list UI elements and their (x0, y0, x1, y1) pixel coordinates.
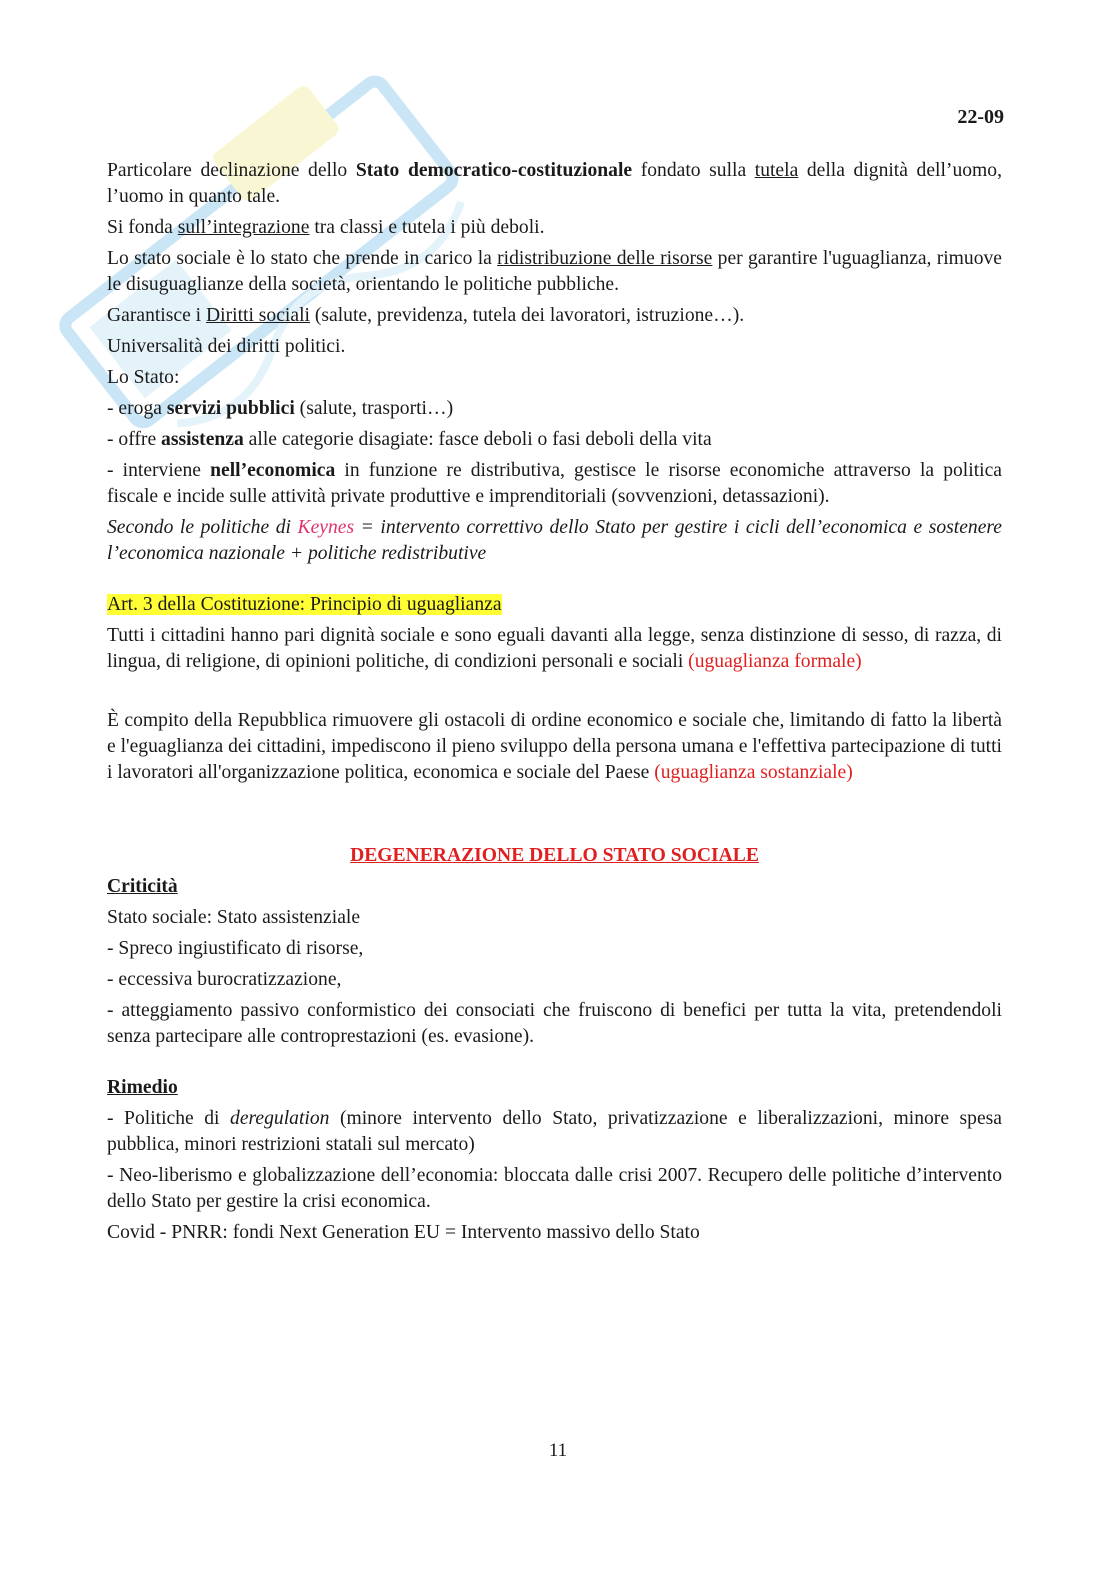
underlined-term: ridistribuzione delle risorse (497, 248, 713, 269)
text-segment: Tutti i cittadini hanno pari dignità sociale e sono eguali davanti alla legge, senza distinzione di sesso, di razza, di lingua, di religione, di opinioni politiche, di condizioni personali e sociali (107, 625, 1002, 672)
text-segment: (minore intervento dello Stato, privatizzazione e liberalizzazioni, minore spesa pubblica, minori restrizioni statali sul mercato) (107, 1108, 1002, 1155)
bold-term: servizi pubblici (166, 398, 295, 419)
text-segment: - interviene (107, 460, 211, 481)
text-segment: della dignità dell’uomo, l’uomo in quanto tale. (107, 160, 1002, 207)
text-segment: (salute, previdenza, tutela dei lavoratori, istruzione…). (309, 305, 745, 326)
keynes-term: Keynes (297, 517, 355, 538)
list-item (107, 396, 1002, 422)
text-segment: = intervento correttivo dello Stato per gestire i cicli dell’economica e sostenere l’economica nazionale + politiche redistributive (107, 517, 1002, 564)
main-content (107, 158, 1002, 1251)
criticita-item: - Spreco ingiustificato di risorse, (107, 938, 364, 959)
text-segment: - Politiche di (107, 1108, 231, 1129)
text-segment: alle categorie disagiate: fasce deboli o fasi deboli della vita (243, 429, 712, 450)
intro-paragraph (107, 158, 1002, 210)
criticita-item: Stato sociale: Stato assistenziale (107, 907, 361, 928)
state-list-intro: Lo Stato: (107, 367, 180, 388)
spacer (107, 1055, 1002, 1075)
article-3-paragraph-2 (107, 708, 1002, 786)
rimedio-heading: Rimedio (107, 1077, 178, 1098)
text-segment: Secondo le politiche di (107, 517, 298, 538)
spacer (107, 680, 1002, 708)
rimedio-item: Covid - PNRR: fondi Next Generation EU = Intervento massivo dello Stato (107, 1222, 700, 1243)
substantive-equality-note: (uguaglianza sostanziale) (654, 762, 853, 783)
header-date: 22-09 (957, 106, 1004, 128)
highlighted-heading: Art. 3 della Costituzione: Principio di uguaglianza (107, 594, 502, 615)
bold-term: Stato democratico-costituzionale (355, 160, 633, 181)
redistribution-paragraph (107, 246, 1002, 298)
rimedio-item (107, 1106, 1002, 1158)
text-segment: È compito della Repubblica rimuovere gli ostacoli di ordine economico e sociale che, limitando di fatto la libertà e l'eguaglianza dei cittadini, impediscono il pieno sviluppo della persona umana e l'effettiva partecipazione di tutti i lavoratori all'organizzazione politica, economica e sociale del Paese (107, 710, 1002, 783)
underlined-term: sull’integrazione (177, 217, 310, 238)
criticita-item: - eccessiva burocratizzazione, (107, 969, 342, 990)
keynes-paragraph (107, 515, 1002, 567)
spacer (107, 791, 1002, 843)
formal-equality-note: (uguaglianza formale) (688, 651, 862, 672)
article-3-title (107, 592, 1002, 618)
criticita-item: - atteggiamento passivo conformistico dei consociati che fruiscono di benefici per tutta la vita, pretendendoli senza partecipare alle controprestazioni (es. evasione). (107, 1000, 1002, 1047)
page-number: 11 (548, 1440, 568, 1461)
rimedio-item: - Neo-liberismo e globalizzazione dell’economia: bloccata dalle crisi 2007. Recupero delle politiche d’intervento dello Stato per gestire la crisi economica. (107, 1165, 1002, 1212)
text-segment: (salute, trasporti…) (294, 398, 454, 419)
text-segment: tra classi e tutela i più deboli. (309, 217, 545, 238)
social-rights-paragraph (107, 303, 1002, 329)
italic-term: deregulation (230, 1108, 330, 1129)
bold-term: assistenza (161, 429, 244, 450)
universality-paragraph: Universalità dei diritti politici. (107, 336, 346, 357)
text-segment: in funzione re distributiva, gestisce le risorse economiche attraverso la politica fiscale e incide sulle attività private produttive e imprenditoriali (sovvenzioni, detassazioni). (107, 460, 1002, 507)
list-item (107, 427, 1002, 453)
list-item (107, 458, 1002, 510)
text-segment: fondato sulla (632, 160, 755, 181)
text-segment: per garantire l'uguaglianza, rimuove le disuguaglianze della società, orientando le politiche pubbliche. (107, 248, 1003, 295)
underlined-term: tutela (754, 160, 799, 181)
article-3-paragraph-1 (107, 623, 1002, 675)
integration-paragraph (107, 215, 1002, 241)
underlined-term: Diritti sociali (206, 305, 310, 326)
text-segment: Si fonda (107, 217, 178, 238)
criticita-heading: Criticità (107, 876, 178, 897)
spacer (107, 572, 1002, 592)
text-segment: Particolare declinazione dello (107, 160, 356, 181)
text-segment: - eroga (107, 398, 167, 419)
section-title: DEGENERAZIONE DELLO STATO SOCIALE (350, 845, 759, 866)
text-segment: Lo stato sociale è lo stato che prende in carico la (107, 248, 498, 269)
text-segment: Garantisce i (107, 305, 207, 326)
bold-term: nell’economica (210, 460, 336, 481)
text-segment: - offre (107, 429, 162, 450)
